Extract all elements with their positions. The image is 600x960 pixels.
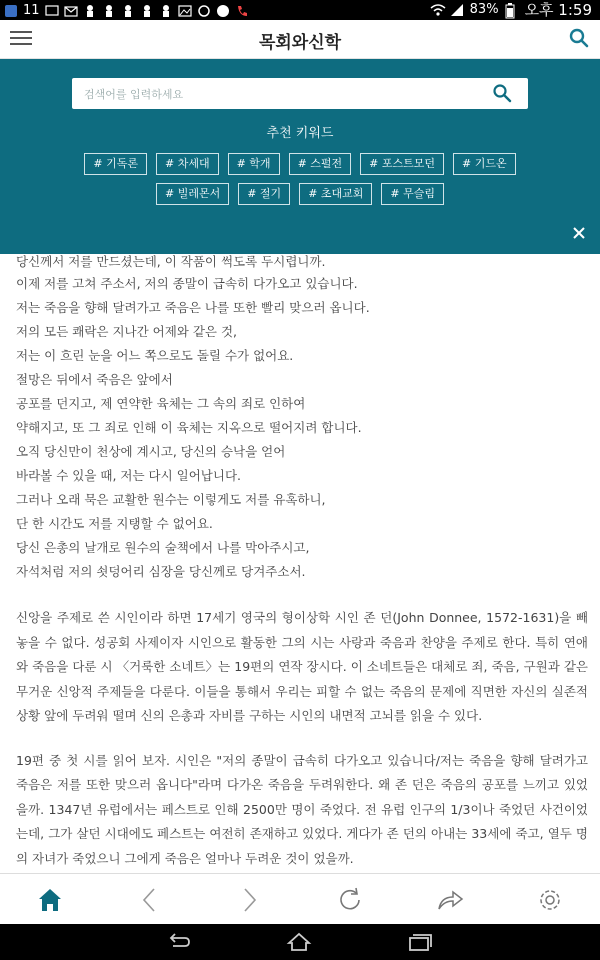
keyword-row-2	[0, 183, 600, 205]
chess-icon	[83, 4, 97, 18]
keyword-tag[interactable]: # 학개	[228, 153, 280, 175]
app-title[interactable]: 목회와신학	[258, 33, 342, 53]
chess-icon	[159, 4, 173, 18]
poem-line: 바라볼 수 있을 때, 저는 다시 일어납니다.	[16, 468, 241, 483]
poem-line: 저는 이 흐린 눈을 어느 쪽으로도 돌릴 수가 없어요.	[16, 348, 294, 363]
keyword-tag[interactable]: # 차세대	[156, 153, 219, 175]
keyword-row-1	[0, 153, 600, 175]
poem-line: 절망은 뒤에서 죽음은 앞에서	[16, 372, 173, 387]
keyword-tag[interactable]: # 기드온	[453, 153, 516, 175]
recommended-keywords-title: 추천 키워드	[266, 126, 334, 141]
status-bar-notifications	[4, 2, 249, 20]
poem-line: 오직 당신만이 천상에 계시고, 당신의 승낙을 얻어	[16, 444, 286, 459]
keyword-tag[interactable]: # 스펄전	[289, 153, 352, 175]
poem-line: 약해지고, 또 그 죄로 인해 이 육체는 지옥으로 떨어지려 합니다.	[16, 420, 362, 435]
keyword-tag[interactable]: # 무슬림	[381, 183, 444, 205]
share-icon[interactable]	[436, 886, 464, 914]
system-recents-icon[interactable]	[407, 932, 433, 952]
search-icon[interactable]	[568, 27, 590, 49]
poem-line: 자석처럼 저의 쇳덩어리 심장을 당신께로 당겨주소서.	[16, 564, 306, 579]
app-header	[0, 20, 600, 59]
notification-count: 11	[23, 3, 40, 18]
clock: 오후 1:59	[524, 1, 592, 19]
chess-icon	[140, 4, 154, 18]
chat-icon	[216, 4, 230, 18]
call-icon	[235, 4, 249, 18]
status-bar	[0, 0, 600, 20]
keyword-tag[interactable]: # 포스트모던	[360, 153, 444, 175]
home-icon[interactable]	[36, 886, 64, 914]
signal-icon	[450, 3, 464, 17]
close-icon[interactable]	[572, 225, 586, 239]
search-panel	[0, 59, 600, 254]
poem-line: 당신 은총의 날개로 원수의 술책에서 나를 막아주시고,	[16, 540, 310, 555]
settings-icon[interactable]	[536, 886, 564, 914]
battery-percent: 83%	[469, 2, 499, 17]
poem-line: 단 한 시간도 저를 지탱할 수 없어요.	[16, 516, 213, 531]
status-bar-system	[430, 1, 592, 19]
poem-line: 그러나 오래 묵은 교활한 원수는 이렇게도 저를 유혹하니,	[16, 492, 326, 507]
article-paragraph: 신앙을 주제로 쓴 시인이라 하면 17세기 영국의 형이상학 시인 존 던(John Donnee, 1572-1631)을 빼놓을 수 없다. 성공회 사제이자 시인으로 활동한 그의 시는 사랑과 죽음과 찬양을 주제로 한다. 특히 연애와 죽음을 다룬 시 〈거룩한 소네트〉는 19편의 연작 장시다. 이 소네트들은 대체로 죄, 죽음, 구원과 같은 무거운 신앙적 주제들을 다룬다. 이들을 통해서 우리는 피할 수 없는 죽음의 문제에 직면한 자신의 실존적 상황 앞에 두려워 떨며 신의 은총과 자비를 구하는 시인의 내면적 고뇌를 읽을 수 있다.	[16, 610, 588, 723]
poem-line: 저는 죽음을 향해 달려가고 죽음은 나를 또한 빨리 맞으러 옵니다.	[16, 300, 370, 315]
bottom-toolbar	[0, 873, 600, 925]
wifi-icon	[430, 3, 444, 17]
poem-line: 저의 모든 쾌락은 지나간 어제와 같은 것,	[16, 324, 238, 339]
chess-icon	[102, 4, 116, 18]
search-input[interactable]	[82, 78, 486, 111]
image-icon	[178, 4, 192, 18]
search-box	[72, 78, 528, 109]
keyword-tag[interactable]: # 절기	[238, 183, 290, 205]
keyword-tag[interactable]: # 기독론	[84, 153, 147, 175]
forward-arrow-icon[interactable]	[236, 886, 264, 914]
poem-line: 공포를 던지고, 제 연약한 육체는 그 속의 죄로 인하여	[16, 396, 306, 411]
chess-icon	[121, 4, 135, 18]
system-home-icon[interactable]	[286, 932, 312, 952]
battery-icon	[505, 3, 519, 17]
mail-icon	[64, 4, 78, 18]
app-notification-icon	[4, 4, 18, 18]
keyword-tag[interactable]: # 빌레몬서	[156, 183, 229, 205]
message-icon	[45, 4, 59, 18]
keyword-tag[interactable]: # 초대교회	[299, 183, 372, 205]
system-nav-bar	[0, 924, 600, 960]
back-arrow-icon[interactable]	[136, 886, 164, 914]
poem-line: 당신께서 저를 만드셨는데, 이 작품이 썩도록 두시렵니까.	[16, 254, 326, 269]
settings-notification-icon	[197, 4, 211, 18]
article-paragraph: 19편 중 첫 시를 읽어 보자. 시인은 "저의 종말이 급속히 다가오고 있습니다/저는 죽음을 향해 달려가고 죽음은 저를 또한 맞으러 옵니다"라며 다가온 죽음을 두려워한다. 왜 존 던은 죽음의 공포를 느끼고 있었을까. 1347년 유럽에서는 페스트로 인해 2500만 명이 죽었다. 전 유럽 인구의 1/3이나 죽었던 사건이었는데, 그가 살던 시대에도 페스트는 여전히 존재하고 있었다. 게다가 존 던의 아내는 33세에 죽고, 열두 명의 자녀가 죽었으니 그에게 죽음은 얼마나 두려운 것이 었을까.	[16, 752, 588, 866]
system-back-icon[interactable]	[165, 932, 191, 952]
poem-line: 이제 저를 고쳐 주소서, 저의 종말이 급속히 다가오고 있습니다.	[16, 276, 358, 291]
article-body	[16, 252, 588, 872]
refresh-icon[interactable]	[336, 886, 364, 914]
search-submit-icon[interactable]	[492, 83, 512, 103]
